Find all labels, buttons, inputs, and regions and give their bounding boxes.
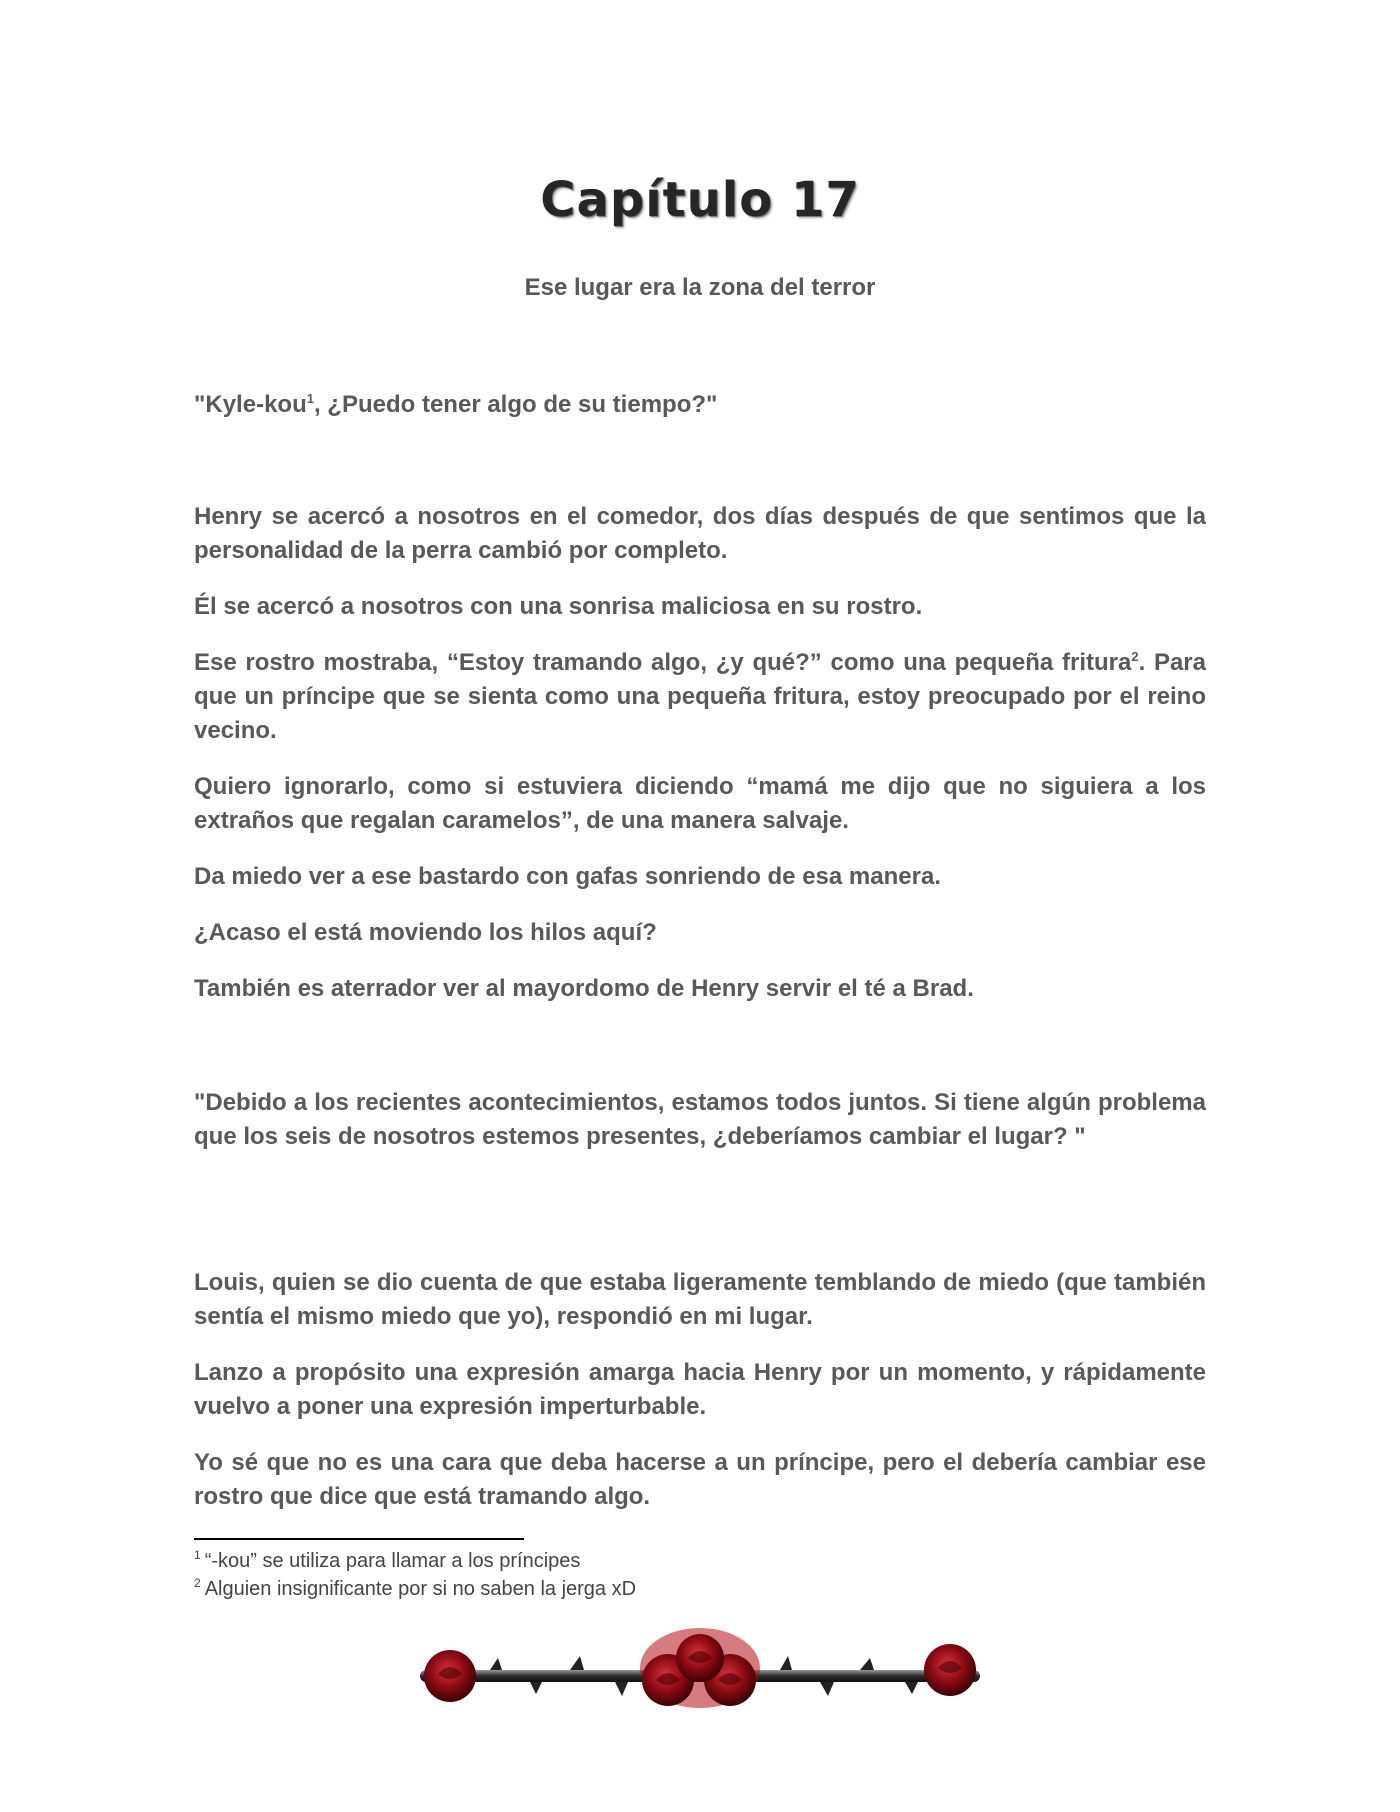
paragraph-4: Ese rostro mostraba, “Estoy tramando algo, ¿y qué?” como una pequeña fritura$^2$. Para que un príncipe que se sienta como una pequeña fritura, estoy preocupado por el reino vecino. [194, 649, 1206, 744]
chapter-subtitle: Ese lugar era la zona del terror [524, 274, 876, 301]
footnote-ref-1[interactable]: 1 [306, 391, 314, 406]
roses-divider-icon [400, 1618, 1000, 1728]
paragraph-8: También es aterrador ver al mayordomo de Henry servir el té a Brad. [194, 975, 974, 1002]
paragraph-2: Henry se acercó a nosotros en el comedor, dos días después de que sentimos que la personalidad de la perra cambió por completo. [194, 503, 1206, 564]
footnote-2: $^2$ Alguien insignificante por si no saben la jerga xD [194, 1576, 637, 1600]
paragraph-9: "Debido a los recientes acontecimientos, estamos todos juntos. Si tiene algún problema que los seis de nosotros estemos presentes, ¿deberíamos cambiar el lugar? " [194, 1089, 1206, 1150]
footnote-1: $^1$ “-kou” se utiliza para llamar a los príncipes [194, 1548, 581, 1572]
footnote-separator [194, 1538, 524, 1540]
paragraph-1: "Kyle-kou$^1$, ¿Puedo tener algo de su tiempo?" [194, 391, 718, 418]
paragraph-10: Louis, quien se dio cuenta de que estaba ligeramente temblando de miedo (que también sentía el mismo miedo que yo), respondió en mi lugar. [194, 1269, 1206, 1330]
paragraph-6: Da miedo ver a ese bastardo con gafas sonriendo de esa manera. [194, 863, 941, 890]
paragraph-12: Yo sé que no es una cara que deba hacerse a un príncipe, pero el debería cambiar ese rostro que dice que está tramando algo. [194, 1449, 1206, 1510]
paragraph-7: ¿Acaso el está moviendo los hilos aquí? [194, 919, 657, 946]
footnote-ref-2[interactable]: 2 [1131, 649, 1139, 664]
paragraph-3: Él se acercó a nosotros con una sonrisa maliciosa en su rostro. [194, 593, 923, 620]
paragraph-11: Lanzo a propósito una expresión amarga hacia Henry por un momento, y rápidamente vuelvo a poner una expresión imperturbable. [194, 1359, 1206, 1420]
chapter-title: Capítulo 17 [540, 172, 860, 228]
paragraph-5: Quiero ignorarlo, como si estuviera diciendo “mamá me dijo que no siguiera a los extraños que regalan caramelos”, de una manera salvaje. [194, 773, 1206, 834]
